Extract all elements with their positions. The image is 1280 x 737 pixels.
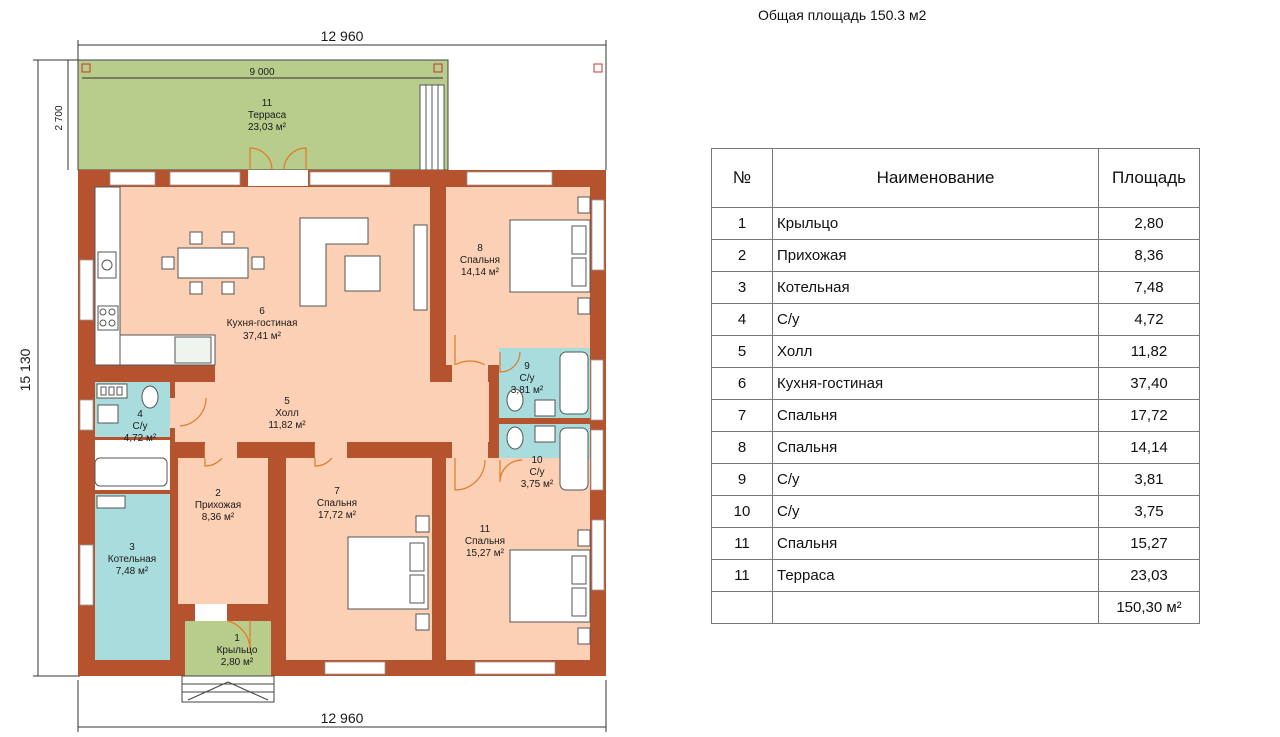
row-num: 2 [712, 240, 773, 272]
label-terrace-name: Терраса [247, 110, 287, 121]
label-bedroom11-name: Спальня [464, 536, 506, 547]
label-hall-name: Холл [275, 408, 299, 419]
label-bedroom8-name: Спальня [459, 255, 501, 266]
dim-width-top: 12 960 [320, 28, 364, 44]
row-name: Спальня [773, 432, 1099, 464]
row-area: 15,27 [1099, 528, 1200, 560]
label-wc9-area: 3,81 м² [510, 385, 544, 396]
row-num: 10 [712, 496, 773, 528]
label-terrace-area: 23,03 м² [247, 122, 287, 133]
label-hallway-name: Прихожая [194, 500, 242, 511]
row-name: Спальня [773, 400, 1099, 432]
row-area: 2,80 [1099, 208, 1200, 240]
row-num: 11 [712, 560, 773, 592]
row-num: 3 [712, 272, 773, 304]
table-row [712, 528, 1200, 560]
label-bedroom7-name: Спальня [316, 498, 358, 509]
dim-height-left: 15 130 [17, 348, 33, 392]
row-num: 11 [712, 528, 773, 560]
row-area: 37,40 [1099, 368, 1200, 400]
header-area: Площадь [1099, 149, 1200, 208]
dim-terrace-width: 9 000 [249, 67, 275, 78]
table-row [712, 496, 1200, 528]
label-wc4-num: 4 [137, 409, 143, 420]
row-area: 7,48 [1099, 272, 1200, 304]
header-num: № [712, 149, 773, 208]
label-wc9-num: 9 [524, 361, 530, 372]
row-num: 5 [712, 336, 773, 368]
label-porch-area: 2,80 м² [220, 657, 254, 668]
table-row [712, 368, 1200, 400]
header-name: Наименование [773, 149, 1099, 208]
table-row [712, 464, 1200, 496]
label-bedroom11-num: 11 [479, 524, 491, 535]
dim-width-bottom: 12 960 [320, 710, 364, 726]
hall-room [175, 382, 489, 442]
row-num: 8 [712, 432, 773, 464]
label-wc9-name: С/у [519, 373, 535, 384]
label-boiler-area: 7,48 м² [115, 566, 149, 577]
row-name: С/у [773, 496, 1099, 528]
row-name: Холл [773, 336, 1099, 368]
row-name: Крыльцо [773, 208, 1099, 240]
dim-terrace-depth: 2 700 [54, 105, 65, 131]
table-row [712, 336, 1200, 368]
row-num: 7 [712, 400, 773, 432]
corner-marker [594, 64, 602, 72]
label-hall-area: 11,82 м² [268, 420, 306, 431]
terrace-stairs [420, 85, 444, 170]
row-num: 4 [712, 304, 773, 336]
area-table-header [712, 149, 1200, 208]
table-row [712, 400, 1200, 432]
label-porch-name: Крыльцо [216, 645, 258, 656]
table-row [712, 240, 1200, 272]
row-name: Котельная [773, 272, 1099, 304]
label-kitchen-area: 37,41 м² [242, 331, 282, 342]
row-area: 14,14 [1099, 432, 1200, 464]
row-area: 3,75 [1099, 496, 1200, 528]
label-wc4-area: 4,72 м² [123, 433, 157, 444]
row-name: Прихожая [773, 240, 1099, 272]
label-boiler-name: Котельная [107, 554, 157, 565]
boiler-room [95, 494, 170, 660]
row-area: 4,72 [1099, 304, 1200, 336]
row-area: 23,03 [1099, 560, 1200, 592]
total-area-value: 150,30 м² [1099, 592, 1200, 624]
label-hallway-num: 2 [215, 488, 221, 499]
label-wc10-num: 10 [531, 455, 543, 466]
porch-steps [182, 676, 274, 702]
table-row [712, 560, 1200, 592]
label-porch-num: 1 [234, 633, 240, 644]
label-wc10-name: С/у [529, 467, 545, 478]
label-wc4-name: С/у [132, 421, 148, 432]
label-bedroom11-area: 15,27 м² [465, 548, 505, 559]
row-name: С/у [773, 304, 1099, 336]
row-area: 17,72 [1099, 400, 1200, 432]
label-boiler-num: 3 [129, 542, 135, 553]
table-row [712, 304, 1200, 336]
row-area: 3,81 [1099, 464, 1200, 496]
row-name: С/у [773, 464, 1099, 496]
total-area-title: Общая площадь 150.3 м2 [758, 7, 927, 23]
row-name: Спальня [773, 528, 1099, 560]
table-row [712, 432, 1200, 464]
label-terrace-num: 11 [261, 98, 273, 109]
label-bedroom8-num: 8 [477, 243, 483, 254]
hallway-room [178, 458, 268, 604]
area-table [711, 148, 1200, 624]
label-bedroom7-area: 17,72 м² [317, 510, 357, 521]
label-wc10-area: 3,75 м² [520, 479, 554, 490]
label-bedroom8-area: 14,14 м² [460, 267, 500, 278]
label-hall-num: 5 [284, 396, 290, 407]
row-area: 8,36 [1099, 240, 1200, 272]
label-kitchen-num: 6 [259, 306, 265, 317]
row-name: Кухня-гостиная [773, 368, 1099, 400]
label-bedroom7-num: 7 [334, 486, 340, 497]
label-hallway-area: 8,36 м² [201, 512, 235, 523]
table-row [712, 208, 1200, 240]
row-num: 9 [712, 464, 773, 496]
label-kitchen-name: Кухня-гостиная [226, 318, 298, 329]
row-area: 11,82 [1099, 336, 1200, 368]
kitchen-lower-strip [215, 365, 430, 382]
table-total-row [712, 592, 1200, 624]
row-num: 6 [712, 368, 773, 400]
table-row [712, 272, 1200, 304]
row-name: Терраса [773, 560, 1099, 592]
row-num: 1 [712, 208, 773, 240]
